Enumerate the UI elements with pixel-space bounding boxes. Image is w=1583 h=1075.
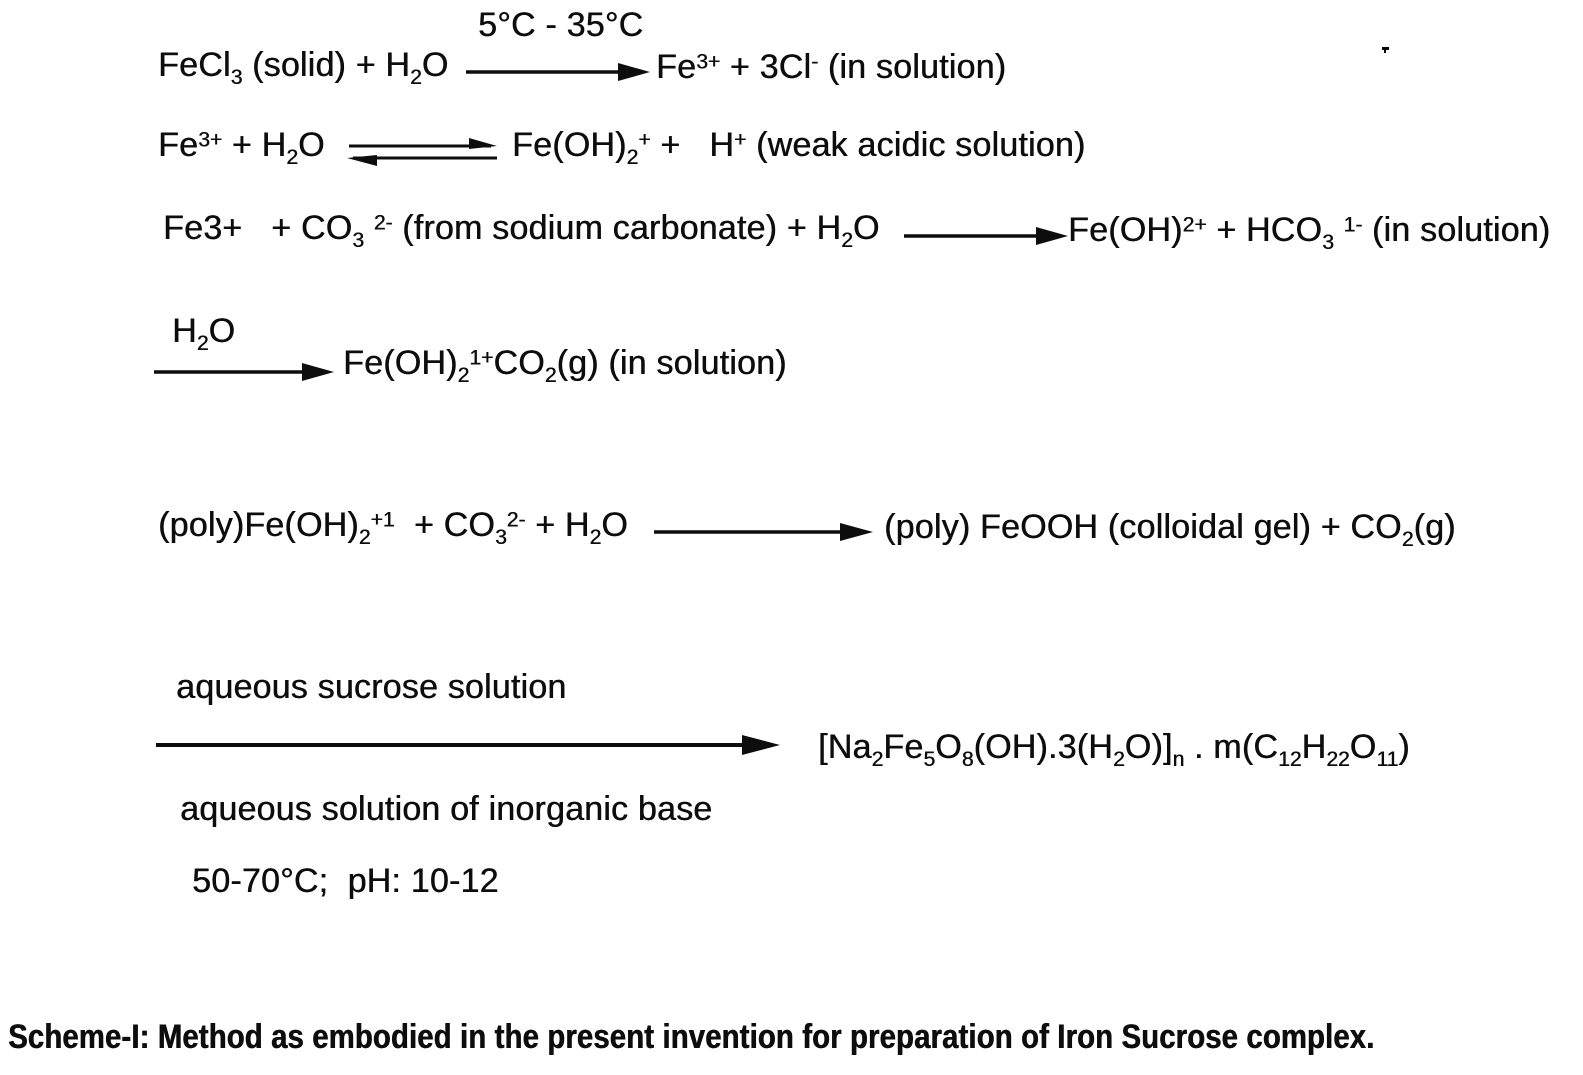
reaction-2-reactants: $Fe^{3+} + H_2O$ [158, 126, 325, 169]
reaction-1-condition: 5°C - 35°C [478, 6, 644, 44]
right-arrow-icon [650, 519, 875, 545]
reaction-1-reactants: FeCl$_3$ (solid) + $H_2O$ [158, 46, 449, 89]
scheme-caption: Scheme-I: Method as embodied in the present invention for preparation of Iron Sucrose complex. [8, 1018, 1375, 1056]
reaction-5-products: (poly) FeOOH (colloidal $gel) + CO_2(g)$ [884, 508, 1456, 551]
reaction-2-products: $Fe(OH)_2^+ + H^+$ (weak acidic solution) [512, 126, 1086, 169]
reaction-6-condition-above: aqueous sucrose solution [176, 668, 567, 706]
equilibrium-arrow-icon [345, 136, 503, 166]
right-arrow-icon [152, 359, 336, 385]
reaction-6-product: $[Na_2Fe_5O_8(OH).3(H_2O)]_n$ . $m(C_{12}H_{22}O_{11})$ [818, 728, 1410, 771]
reaction-4-products: $Fe(OH)_2^{1+}CO_2(g)$ (in solution) [343, 344, 787, 387]
scan-artifact-dot-tail [1384, 50, 1386, 53]
right-arrow-icon [154, 731, 782, 759]
right-arrow-icon [898, 223, 1070, 249]
reaction-3-reactants: $Fe3+ + CO_3$ $^{2-}$ (from sodium carbonate) + $H_2O$ [163, 209, 880, 252]
reaction-4-condition: $H_2O$ [172, 312, 236, 355]
reaction-6-condition-below: aqueous solution of inorganic base [180, 790, 713, 828]
reaction-6-temperature-ph: 50-70°C; pH: 10-12 [192, 862, 499, 900]
reaction-5-reactants: $(poly)Fe(OH)_2^{+1} + CO_3^{2-} + H_2O$ [158, 506, 628, 549]
right-arrow-icon [462, 59, 652, 85]
reaction-1-products: $Fe^{3+} + 3Cl^-$ (in solution) [656, 48, 1007, 86]
reaction-3-products: $Fe(OH)^{2+} + HCO_3$ $^{1-}$ (in solution) [1068, 211, 1551, 254]
